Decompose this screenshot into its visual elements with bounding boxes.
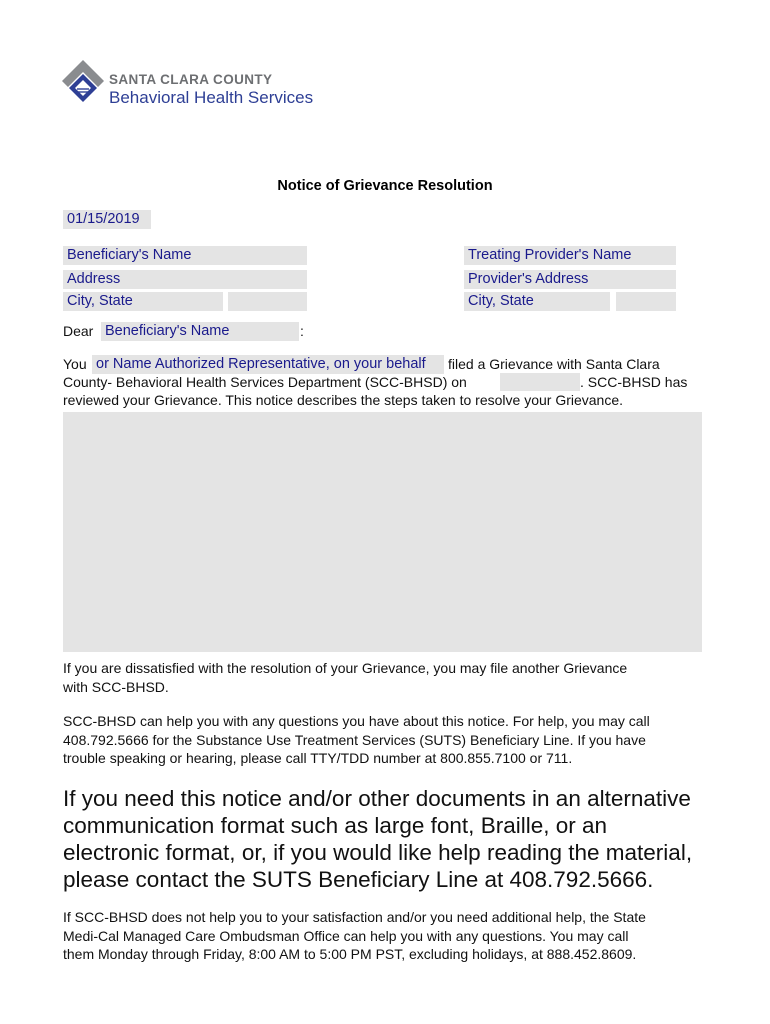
dissatisfied-line-2: with SCC-BHSD.: [63, 678, 169, 695]
logo-org-name: SANTA CLARA COUNTY: [109, 72, 273, 87]
salutation-name-field[interactable]: Beneficiary's Name: [101, 322, 299, 341]
representative-field[interactable]: or Name Authorized Representative, on your behalf: [92, 355, 444, 374]
resolution-text-area[interactable]: [63, 412, 702, 652]
intro-line2: County- Behavioral Health Services Department (SCC-BHSD) on: [63, 374, 467, 390]
ombudsman-line-2: Medi-Cal Managed Care Ombudsman Office can help you with any questions. You may call: [63, 927, 629, 944]
page-title: Notice of Grievance Resolution: [277, 178, 493, 194]
salutation-dear: Dear: [63, 323, 94, 339]
intro-you: You: [63, 356, 87, 372]
logo: [62, 58, 322, 110]
help-line-1: SCC-BHSD can help you with any questions you have about this notice. For help, you may call: [63, 713, 650, 729]
ombudsman-line-1: If SCC-BHSD does not help you to your satisfaction and/or you need additional help, the State: [63, 909, 646, 925]
provider-address-field[interactable]: Provider's Address: [464, 270, 676, 289]
ombudsman-line-3: them Monday through Friday, 8:00 AM to 5:00 PM PST, excluding holidays, at 888.452.8609.: [63, 946, 637, 962]
intro-line1-rest: filed a Grievance with Santa Clara: [448, 356, 660, 372]
logo-mark-icon: [62, 58, 106, 108]
beneficiary-name-field[interactable]: Beneficiary's Name: [63, 246, 307, 265]
help-paragraph: [63, 712, 650, 768]
intro-line3: reviewed your Grievance. This notice describes the steps taken to resolve your Grievance.: [63, 392, 624, 408]
dissatisfied-paragraph: [63, 659, 627, 696]
beneficiary-address-field[interactable]: Address: [63, 270, 307, 289]
beneficiary-zip-field[interactable]: [228, 292, 307, 311]
dissatisfied-line-1: If you are dissatisfied with the resolution of your Grievance, you may file another Grievance: [63, 660, 628, 676]
salutation-colon: :: [300, 323, 304, 339]
alternative-format-line-4: please contact the SUTS Beneficiary Line at 408.792.5666.: [63, 867, 654, 892]
alternative-format-line-2: communication format such as large font, Braille, or an: [63, 813, 607, 838]
provider-city-state-field[interactable]: City, State: [464, 292, 610, 311]
ombudsman-paragraph: [63, 908, 646, 964]
grievance-date-field[interactable]: [500, 373, 580, 391]
alternative-format-line-1: If you need this notice and/or other documents in an alternative: [63, 786, 691, 811]
intro-line2-rest: . SCC-BHSD has: [580, 374, 688, 390]
alternative-format-paragraph: [63, 785, 692, 893]
provider-zip-field[interactable]: [616, 292, 676, 311]
beneficiary-city-state-field[interactable]: City, State: [63, 292, 223, 311]
logo-dept-name: Behavioral Health Services: [109, 88, 314, 107]
help-line-2: 408.792.5666 for the Substance Use Treatment Services (SUTS) Beneficiary Line. If you have: [63, 731, 646, 748]
provider-name-field[interactable]: Treating Provider's Name: [464, 246, 676, 265]
date-field[interactable]: 01/15/2019: [63, 210, 151, 229]
alternative-format-line-3: electronic format, or, if you would like help reading the material,: [63, 840, 693, 865]
help-line-3: trouble speaking or hearing, please call TTY/TDD number at 800.855.7100 or 711.: [63, 750, 573, 766]
